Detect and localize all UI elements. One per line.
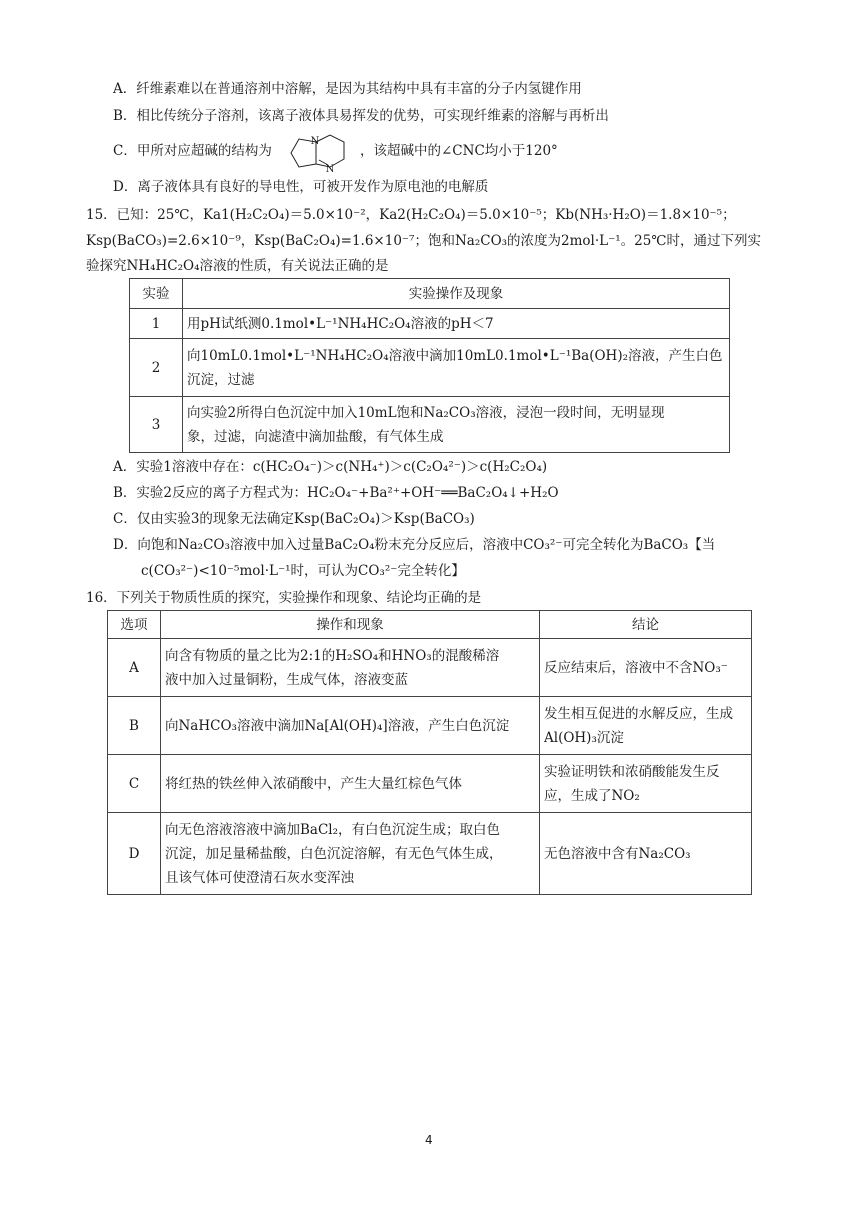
q15-option-d-line1: D．向饱和Na₂CO₃溶液中加入过量BaC₂O₄粉末充分反应后，溶液中CO₃²⁻可完全转化为BaCO₃【当	[113, 537, 716, 553]
operation-line: 将红热的铁丝伸入浓硝酸中，产生大量红棕色气体	[165, 775, 462, 792]
option-letter: D	[108, 813, 161, 895]
q15-stem-line1: 15．已知：25℃，Ka1(H₂C₂O₄)＝5.0×10⁻²，Ka2(H₂C₂O₄)＝5.0×10⁻⁵；Kb(NH₃·H₂O)＝1.8×10⁻⁵；	[86, 207, 736, 223]
table-header: 操作和现象	[161, 611, 540, 639]
table-header: 选项	[108, 611, 161, 639]
experiment-description-line: 向10mL0.1mol•L⁻¹NH₄HC₂O₄溶液中滴加10mL0.1mol•L⁻¹Ba(OH)₂溶液，产生白色	[187, 347, 723, 364]
experiment-description-line: 象，过滤，向滤渣中滴加盐酸，有气体生成	[187, 428, 444, 445]
q14-option-c-suffix: ，该超碱中的∠CNC均小于120°	[360, 143, 558, 159]
table-header: 实验	[130, 279, 183, 309]
option-letter: A	[108, 639, 161, 697]
conclusion-line: 无色溶液中含有Na₂CO₃	[544, 845, 691, 862]
operation-line: 向无色溶液溶液中滴加BaCl₂，有白色沉淀生成；取白色	[165, 821, 501, 838]
option-letter: C	[108, 755, 161, 813]
q15-stem-line2: Ksp(BaCO₃)=2.6×10⁻⁹，Ksp(BaC₂O₄)=1.6×10⁻⁷；饱和Na₂CO₃的浓度为2mol·L⁻¹。25℃时，通过下列实	[86, 233, 761, 249]
conclusion-line: 反应结束后，溶液中不含NO₃⁻	[544, 659, 728, 676]
operation-line: 且该气体可使澄清石灰水变浑浊	[165, 869, 354, 886]
operation-line: 沉淀，加足量稀盐酸，白色沉淀溶解，有无色气体生成，	[165, 845, 503, 862]
q15-option-d-line2: c(CO₃²⁻)<10⁻⁵mol·L⁻¹时，可认为CO₃²⁻完全转化】	[141, 563, 465, 579]
table-header: 结论	[540, 611, 752, 639]
table-row	[108, 813, 752, 895]
q14-option-d: D．离子液体具有良好的导电性，可被开发作为原电池的电解质	[113, 179, 489, 195]
table-row	[108, 697, 752, 755]
n-atom-label-bottom: N	[325, 164, 335, 175]
experiment-number: 2	[130, 339, 183, 397]
experiment-number: 1	[130, 309, 183, 339]
n-atom-label-top: N	[310, 136, 320, 147]
page-number: 4	[425, 1133, 433, 1147]
q14-option-b: B．相比传统分子溶剂，该离子液体具易挥发的优势，可实现纤维素的溶解与再析出	[113, 108, 609, 124]
q16-options-table	[107, 610, 752, 895]
conclusion-line: 应，生成了NO₂	[544, 787, 640, 804]
table-row	[130, 309, 730, 339]
operation-line: 向NaHCO₃溶液中滴加Na[Al(OH)₄]溶液，产生白色沉淀	[165, 717, 510, 734]
conclusion-line: 发生相互促进的水解反应，生成	[544, 705, 733, 722]
option-letter: B	[108, 697, 161, 755]
q15-option-a: A．实验1溶液中存在：c(HC₂O₄⁻)＞c(NH₄⁺)＞c(C₂O₄²⁻)＞c(H₂C₂O₄)	[113, 459, 548, 475]
table-row	[108, 755, 752, 813]
q15-option-c: C．仅由实验3的现象无法确定Ksp(BaC₂O₄)＞Ksp(BaCO₃)	[113, 511, 475, 527]
operation-line: 液中加入过量铜粉，生成气体，溶液变蓝	[165, 671, 408, 688]
q15-stem-line3: 验探究NH₄HC₂O₄溶液的性质，有关说法正确的是	[86, 258, 389, 274]
superbase-structure-diagram	[286, 128, 360, 178]
experiment-description-line: 沉淀，过滤	[187, 371, 255, 388]
conclusion-line: 实验证明铁和浓硝酸能发生反	[544, 763, 720, 780]
table-row	[130, 397, 730, 453]
q16-stem: 16．下列关于物质性质的探究，实验操作和现象、结论均正确的是	[86, 590, 482, 606]
table-row	[108, 639, 752, 697]
table-row	[130, 339, 730, 397]
operation-line: 向含有物质的量之比为2:1的H₂SO₄和HNO₃的混酸稀溶	[165, 647, 500, 664]
q15-option-b: B．实验2反应的离子方程式为：HC₂O₄⁻+Ba²⁺+OH⁻══BaC₂O₄↓+H₂O	[113, 485, 559, 501]
experiment-number: 3	[130, 397, 183, 453]
conclusion-line: Al(OH)₃沉淀	[544, 729, 624, 746]
experiment-description-line: 用pH试纸测0.1mol•L⁻¹NH₄HC₂O₄溶液的pH＜7	[187, 315, 494, 332]
table-header: 实验操作及现象	[183, 279, 730, 309]
q14-option-a: A．纤维素难以在普通溶剂中溶解，是因为其结构中具有丰富的分子内氢键作用	[113, 81, 582, 97]
experiment-description-line: 向实验2所得白色沉淀中加入10mL饱和Na₂CO₃溶液，浸泡一段时间，无明显现	[187, 404, 665, 421]
q14-option-c-prefix: C．甲所对应超碱的结构为	[113, 143, 272, 159]
q15-experiment-table	[129, 278, 730, 453]
